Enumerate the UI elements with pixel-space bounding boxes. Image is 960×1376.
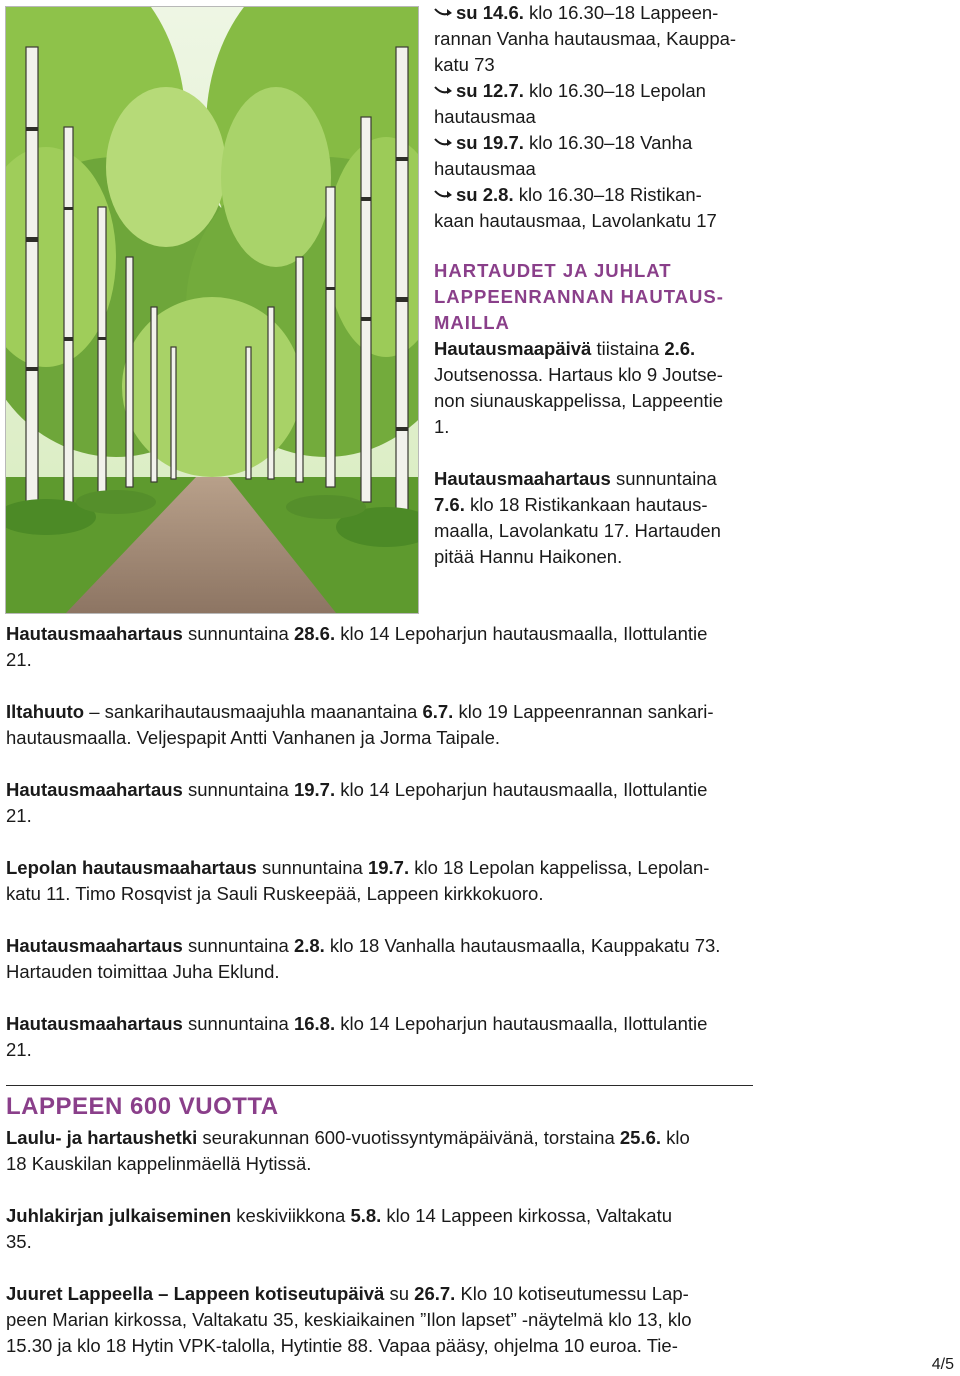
curved-arrow-icon (434, 130, 456, 156)
curved-arrow-icon (434, 78, 456, 104)
paragraph: Juhlakirjan julkaiseminen keskiviikkona 5.8. klo 14 Lappeen kirkossa, Valtakatu 35. (6, 1205, 672, 1252)
right-column (434, 0, 754, 570)
paragraph: Juuret Lappeella – Lappeen kotiseutupäivä su 26.7. Klo 10 kotiseutumessu Lap- peen Marian kirkossa, Valtakatu 35, keskiaikainen ”Ilon lapset” -näytelmä klo 13, klo 15.30 ja klo 18 Hytin VPK-talolla, Hytintie 88. Vapaa pääsy, ohjelma 10 euroa. Tie- (6, 1283, 692, 1356)
paragraph: Laulu- ja hartaushetki seurakunnan 600-vuotissyntymäpäivänä, torstaina 25.6. klo 18 Kauskilan kappelinmäellä Hytissä. (6, 1127, 690, 1174)
event-date: su 12.7. (456, 80, 524, 101)
paragraph: Hautausmaahartaus sunnuntaina 2.8. klo 18 Vanhalla hautausmaalla, Kauppakatu 73. Hartauden toimittaa Juha Eklund. (6, 935, 721, 982)
list-item: su 2.8. klo 16.30–18 Ristikan- kaan hautausmaa, Lavolankatu 17 (434, 184, 717, 231)
paragraph: Hautausmaapäivä tiistaina 2.6. Joutsenossa. Hartaus klo 9 Joutse- non siunauskappelissa, Lappeentie 1. (434, 338, 724, 437)
horizontal-divider (6, 1085, 753, 1086)
section-lappeen-600 (6, 1125, 766, 1359)
section-title: LAPPEEN 600 VUOTTA (6, 1093, 279, 1120)
birch-alley-photo (5, 6, 419, 614)
paragraph: Lepolan hautausmaahartaus sunnuntaina 19.7. klo 18 Lepolan kappelissa, Lepolan- katu 11. Timo Rosqvist ja Sauli Ruskeepää, Lappeen kirkkokuoro. (6, 857, 710, 904)
curved-arrow-icon (434, 0, 456, 26)
schedule-list (434, 0, 754, 234)
list-item: su 12.7. klo 16.30–18 Lepolan hautausmaa (434, 80, 706, 127)
paragraph: Iltahuuto – sankarihautausmaajuhla maanantaina 6.7. klo 19 Lappeenrannan sankari- hautausmaalla. Veljespapit Antti Vanhanen ja Jorma Taipale. (6, 701, 714, 748)
paragraph: Hautausmaahartaus sunnuntaina 19.7. klo 14 Lepoharjun hautausmaalla, Ilottulantie 21. (6, 779, 708, 826)
paragraph: Hautausmaahartaus sunnuntaina 16.8. klo 14 Lepoharjun hautausmaalla, Ilottulantie 21. (6, 1013, 708, 1060)
curved-arrow-icon (434, 182, 456, 208)
paragraph: Hautausmaahartaus sunnuntaina 28.6. klo 14 Lepoharjun hautausmaalla, Ilottulantie 21. (6, 623, 708, 670)
page-number: 4/5 (931, 1356, 954, 1373)
birch-alley-illustration (6, 7, 418, 613)
list-item: su 14.6. klo 16.30–18 Lappeen- rannan Vanha hautausmaa, Kauppa- katu 73 (434, 2, 737, 75)
event-date: su 2.8. (456, 184, 514, 205)
paragraph: Hautausmaahartaus sunnuntaina 7.6. klo 18 Ristikankaan hautaus- maalla, Lavolankatu 17. Hartauden pitää Hannu Haikonen. (434, 468, 721, 567)
section-heading: HARTAUDET JA JUHLAT LAPPEENRANNAN HAUTAUS- MAILLA (434, 260, 724, 333)
list-item: su 19.7. klo 16.30–18 Vanha hautausmaa (434, 132, 693, 179)
main-text (6, 621, 766, 1063)
event-date: su 19.7. (456, 132, 524, 153)
event-date: su 14.6. (456, 2, 524, 23)
